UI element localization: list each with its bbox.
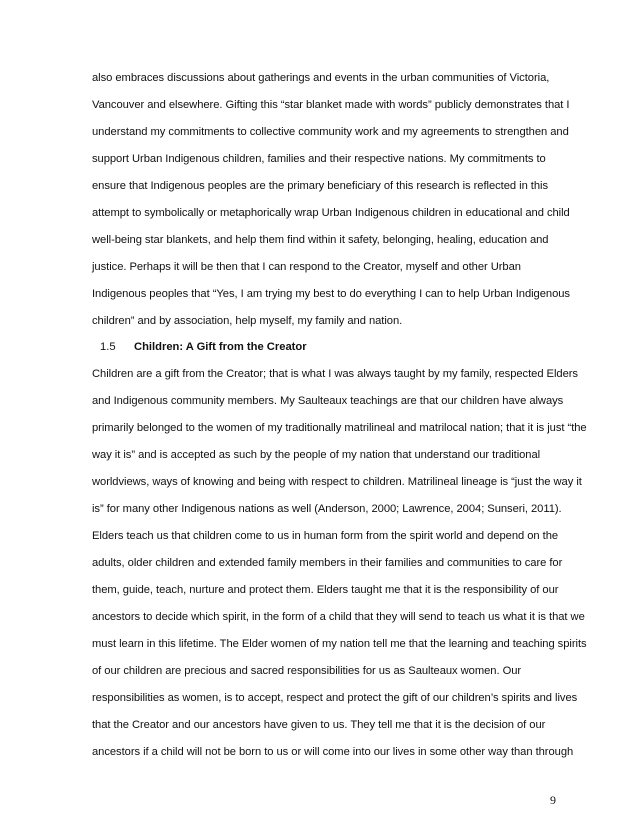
- text-line: them, guide, teach, nurture and protect them. Elders taught me that it is the responsibility of our: [92, 584, 559, 596]
- text-line: primarily belonged to the women of my traditionally matrilineal and matrilocal nation; that it is just “the: [92, 422, 587, 434]
- text-line: Vancouver and elsewhere. Gifting this “star blanket made with words” publicly demonstrates that I: [92, 99, 570, 111]
- section-number: 1.5: [100, 341, 116, 353]
- text-line: responsibilities as women, is to accept, respect and protect the gift of our children’s spirits and lives: [92, 692, 578, 704]
- text-line: of our children are precious and sacred responsibilities for us as Saulteaux women. Our: [92, 665, 522, 677]
- text-line: worldviews, ways of knowing and being with respect to children. Matrilineal lineage is “just the way it: [92, 476, 582, 488]
- text-line: justice. Perhaps it will be then that I can respond to the Creator, myself and other Urban: [92, 261, 521, 273]
- text-line: must learn in this lifetime. The Elder women of my nation tell me that the learning and teaching spirits: [92, 638, 587, 650]
- text-line: ensure that Indigenous peoples are the primary beneficiary of this research is reflected in this: [92, 180, 549, 192]
- text-line: is” for many other Indigenous nations as well (Anderson, 2000; Lawrence, 2004; Sunseri, 2011).: [92, 503, 562, 515]
- page-number: 9: [550, 793, 556, 807]
- text-line: also embraces discussions about gatherings and events in the urban communities of Victoria,: [92, 72, 550, 84]
- text-line: understand my commitments to collective community work and my agreements to strengthen and: [92, 126, 569, 138]
- section-heading: [92, 340, 307, 354]
- text-line: attempt to symbolically or metaphorically wrap Urban Indigenous children in educational and child: [92, 207, 570, 219]
- text-line: Children are a gift from the Creator; that is what I was always taught by my family, respected Elders: [92, 368, 578, 380]
- text-line: ancestors to decide which spirit, in the form of a child that they will send to teach us what it is that we: [92, 611, 585, 623]
- text-line: Indigenous peoples that “Yes, I am trying my best to do everything I can to help Urban Indigenous: [92, 288, 570, 300]
- text-line: well-being star blankets, and help them find within it safety, belonging, healing, education and: [92, 234, 549, 246]
- section-title: Children: A Gift from the Creator: [134, 341, 307, 353]
- text-line: support Urban Indigenous children, families and their respective nations. My commitments to: [92, 153, 546, 165]
- text-line: and Indigenous community members. My Saulteaux teachings are that our children have always: [92, 395, 564, 407]
- text-line: Elders teach us that children come to us in human form from the spirit world and depend on the: [92, 530, 559, 542]
- text-line: children” and by association, help myself, my family and nation.: [92, 315, 403, 327]
- text-line: ancestors if a child will not be born to us or will come into our lives in some other way than through: [92, 746, 574, 758]
- text-line: that the Creator and our ancestors have given to us. They tell me that it is the decision of our: [92, 719, 546, 731]
- text-line: way it is” and is accepted as such by the people of my nation that understand our traditional: [92, 449, 541, 461]
- text-line: adults, older children and extended family members in their families and communities to care for: [92, 557, 563, 569]
